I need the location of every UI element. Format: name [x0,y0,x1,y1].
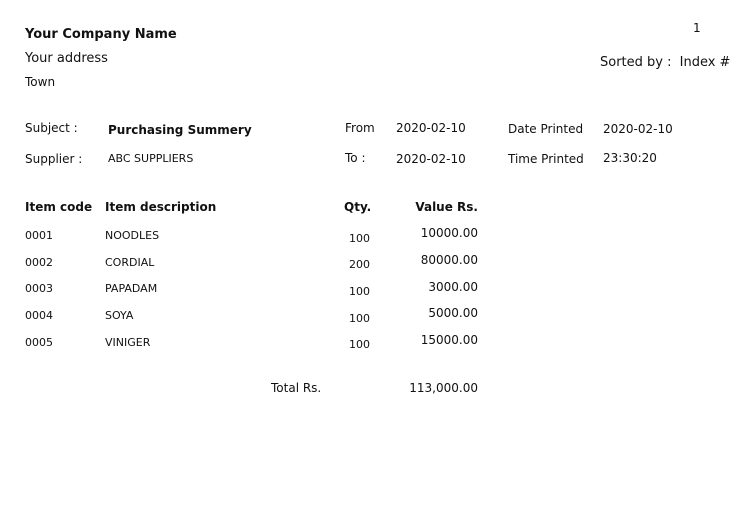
row-code: 0004 [25,309,53,322]
row-description: PAPADAM [105,282,158,295]
row-description: SOYA [105,309,134,322]
row-code: 0002 [25,256,53,269]
row-value: 80000.00 [420,253,478,267]
company-address: Your address [25,51,108,66]
sorted-by-value: Index # [679,55,731,70]
row-value: 10000.00 [420,226,478,240]
row-value: 5000.00 [428,306,478,320]
company-town: Town [25,75,56,89]
row-qty: 100 [349,232,370,245]
total-label: Total Rs. [271,381,322,395]
header-qty: Qty. [344,200,372,214]
row-qty: 100 [349,338,370,351]
sorted-by [600,55,730,70]
to-label: To : [345,151,366,165]
date-printed-label: Date Printed [508,122,584,136]
row-description: VINIGER [105,336,151,349]
company-name: Your Company Name [25,27,177,42]
date-printed-value: 2020-02-10 [603,122,673,136]
row-code: 0003 [25,282,53,295]
subject-label: Subject : [25,121,78,135]
sorted-by-label: Sorted by : [600,55,672,70]
from-label: From [345,121,375,135]
row-qty: 200 [349,258,370,271]
row-code: 0001 [25,229,53,242]
supplier-label: Supplier : [25,152,83,166]
to-value: 2020-02-10 [396,152,466,166]
page-number: 1 [693,21,701,35]
row-description: NOODLES [105,229,160,242]
time-printed-label: Time Printed [508,152,584,166]
from-value: 2020-02-10 [396,121,466,135]
row-qty: 100 [349,312,370,325]
supplier-value: ABC SUPPLIERS [108,152,194,165]
row-code: 0005 [25,336,53,349]
row-description: CORDIAL [105,256,155,269]
row-qty: 100 [349,285,370,298]
time-printed-value: 23:30:20 [603,151,657,165]
header-item-code: Item code [25,200,93,214]
subject-value: Purchasing Summery [108,123,252,137]
header-item-description: Item description [105,200,217,214]
header-value: Value Rs. [415,200,478,214]
row-value: 3000.00 [428,280,478,294]
total-value: 113,000.00 [409,381,478,395]
row-value: 15000.00 [420,333,478,347]
